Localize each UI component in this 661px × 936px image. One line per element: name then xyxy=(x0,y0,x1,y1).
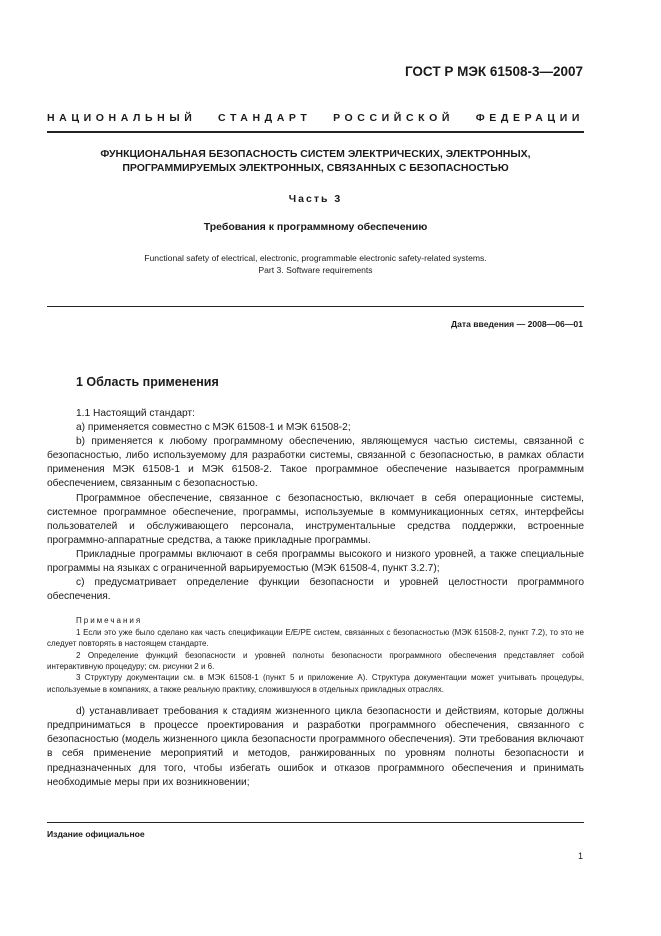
note-item: 1 Если это уже было сделано как часть спецификации Е/Е/РЕ систем, связанных с безопасностью (МЭК 61508-2, пункт 7.2), то это не следует повторять в настоящем стандарте. xyxy=(47,627,584,649)
paragraph-d: d) устанавливает требования к стадиям жизненного цикла безопасности и действиям, которые должны предприниматься в процессе проектирования и разработки программного обеспечения, связанного с безопасностью (модель жизненного цикла безопасности программного обеспечения). Эти требования включают в себя применение мероприятий и методов, ранжированных по уровням полноты безопасности и предназначенных для того, чтобы избегать ошибок и отказов программного обеспечения и принимать необходимые меры при их возникновении; xyxy=(47,706,584,788)
paragraph: b) применяется к любому программному обеспечению, являющемуся частью системы, связанной с безопасностью, либо используемому для разработки системы, связанной с безопасностью, в рамках области применения МЭК 61508-1 и МЭК 61508-2. Такое программное обеспечение называется программным обеспечением, связанным с безопасностью. xyxy=(47,436,584,490)
paragraph: а) применяется совместно с МЭК 61508-1 и МЭК 61508-2; xyxy=(76,422,351,434)
section-heading: 1 Область применения xyxy=(76,375,219,389)
page-number: 1 xyxy=(577,851,583,861)
paragraph: Прикладные программы включают в себя программы высокого и низкого уровней, а также специальные программы на языках с ограниченной варьируемостью (МЭК 61508-4, пункт 3.2.7); xyxy=(47,548,584,575)
edition-label: Издание официальное xyxy=(47,829,145,839)
introduction-date: Дата введения — 2008—06—01 xyxy=(450,319,583,329)
standard-code: ГОСТ Р МЭК 61508-3—2007 xyxy=(404,64,583,79)
paragraph: 1.1 Настоящий стандарт: xyxy=(76,408,195,419)
part-label: Часть 3 xyxy=(288,193,343,205)
middle-rule xyxy=(47,306,584,307)
note-item: 2 Определение функций безопасности и уровней полноты безопасности программного обеспечения представляет собой интерактивную процедуру; см. рисунки 2 и 6. xyxy=(47,650,584,671)
notes-block xyxy=(47,615,584,695)
title-line-2: ПРОГРАММИРУЕМЫХ ЭЛЕКТРОННЫХ, СВЯЗАННЫХ С БЕЗОПАСНОСТЬЮ xyxy=(122,162,509,174)
paragraph: с) предусматривает определение функции безопасности и уровней целостности программного обеспечения. xyxy=(47,577,584,603)
title-line-1: ФУНКЦИОНАЛЬНАЯ БЕЗОПАСНОСТЬ СИСТЕМ ЭЛЕКТРИЧЕСКИХ, ЭЛЕКТРОННЫХ, xyxy=(100,148,531,160)
notes-title: Примечания xyxy=(76,616,143,626)
document-title xyxy=(47,147,584,175)
top-rule xyxy=(47,131,584,133)
body-text xyxy=(47,407,584,790)
footer-rule xyxy=(47,822,584,823)
note-item: 3 Структуру документации см. в МЭК 61508-1 (пункт 5 и приложение А). Структура документации может учитывать процедуры, используемые в компаниях, а также реальную практику, сложившуюся в отдельных прикладных отраслях. xyxy=(47,673,584,694)
english-title-line-2: Part 3. Software requirements xyxy=(258,265,373,275)
national-standard-banner: НАЦИОНАЛЬНЫЙ СТАНДАРТ РОССИЙСКОЙ ФЕДЕРАЦИИ xyxy=(47,112,584,124)
english-title xyxy=(47,252,584,276)
paragraph: Программное обеспечение, связанное с безопасностью, включает в себя операционные системы, системное программное обеспечение, программы, используемые в коммуникационных сетях, интерфейсы пользователей и обслуживающего персонала, инструментальные средства поддержки, встроенные программно-аппаратные средства, а также прикладные программы. xyxy=(47,492,584,546)
document-subtitle: Требования к программному обеспечению xyxy=(203,221,428,233)
english-title-line-1: Functional safety of electrical, electronic, programmable electronic safety-related systems. xyxy=(144,253,487,263)
